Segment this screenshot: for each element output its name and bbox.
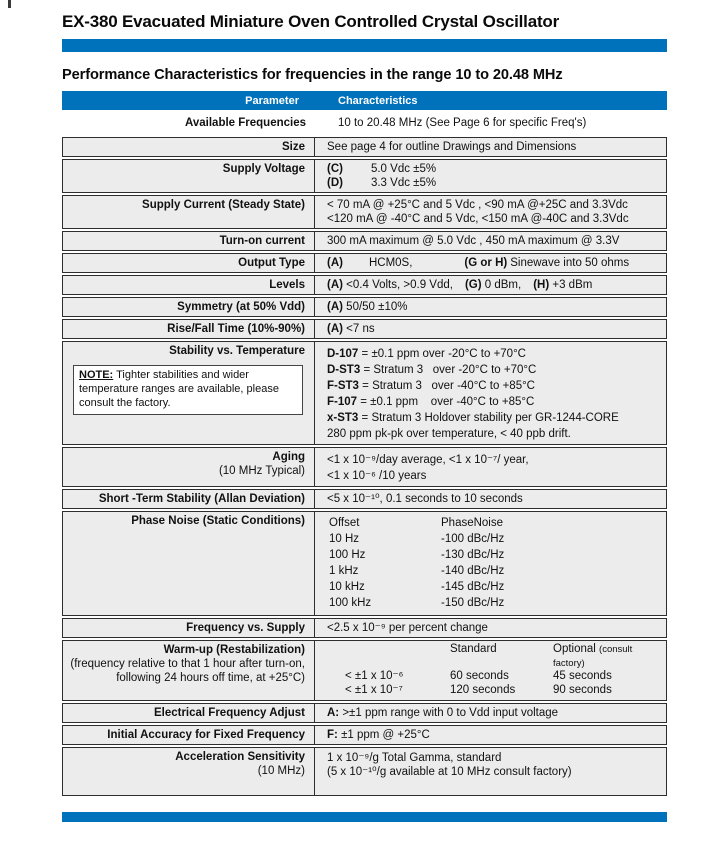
option-key: A: — [327, 707, 340, 719]
row-label: Frequency vs. Supply — [63, 619, 315, 637]
stability-code: F-ST3 — [327, 380, 359, 392]
row-value — [315, 726, 666, 744]
row-symmetry — [62, 297, 667, 317]
option-value: 0 dBm, — [484, 279, 522, 291]
phase-noise-value: -140 dBc/Hz — [441, 565, 505, 577]
option-key: (A) — [327, 279, 343, 291]
row-label — [63, 641, 315, 700]
row-rise-fall-time — [62, 319, 667, 339]
row-value — [315, 748, 666, 795]
row-label-text: Stability vs. Temperature — [169, 345, 305, 357]
phase-noise-value: -150 dBc/Hz — [441, 597, 505, 609]
warm-up-optional-value: 90 seconds — [553, 683, 612, 696]
option-key: (A) — [327, 323, 343, 335]
warm-up-cell-empty — [345, 643, 450, 670]
row-value — [315, 342, 666, 444]
row-supply-current — [62, 195, 667, 229]
phase-noise-value: -100 dBc/Hz — [441, 533, 505, 545]
option-value: HCM0S, — [368, 257, 413, 269]
column-header-parameter: Parameter — [245, 94, 299, 107]
row-output-type — [62, 253, 667, 273]
row-turn-on-current — [62, 231, 667, 251]
row-label: Rise/Fall Time (10%-90%) — [63, 320, 315, 338]
row-label: Phase Noise (Static Conditions) — [63, 512, 315, 615]
warm-up-standard-value: 60 seconds — [450, 670, 509, 682]
row-label — [63, 448, 315, 486]
note-body: Tighter stabilities and wider temperature ranges are available, please consult the factory. — [79, 369, 279, 409]
row-value — [315, 320, 666, 338]
option-value: 5.0 Vdc ±5% — [370, 163, 437, 175]
value-line: (5 x 10⁻¹⁰/g available at 10 MHz consult factory) — [327, 766, 572, 778]
phase-noise-col-header: PhaseNoise — [441, 517, 504, 529]
row-stability-vs-temperature — [62, 341, 667, 445]
stability-note — [73, 365, 303, 415]
stability-desc: = Stratum 3 over -20°C to +70°C — [363, 364, 537, 376]
option-key: (D) — [327, 177, 343, 189]
column-header-characteristics: Characteristics — [338, 94, 418, 107]
section-heading: Performance Characteristics for frequencies in the range 10 to 20.48 MHz — [62, 67, 563, 83]
phase-noise-offset: 100 kHz — [329, 597, 372, 609]
phase-noise-table — [315, 512, 666, 615]
row-value: <2.5 x 10⁻⁹ per percent change — [327, 622, 488, 634]
row-size — [62, 137, 667, 157]
row-label: Available Frequencies — [184, 117, 306, 129]
warm-up-standard-value: 120 seconds — [450, 683, 516, 696]
row-warm-up — [62, 640, 667, 701]
page-title: EX-380 Evacuated Miniature Oven Controlled Crystal Oscillator — [62, 12, 560, 31]
value-line: 1 x 10⁻⁹/g Total Gamma, standard — [327, 752, 502, 764]
row-value — [315, 704, 666, 722]
row-phase-noise — [62, 511, 667, 616]
value-line: <1 x 10⁻⁶ /10 years — [327, 470, 427, 482]
stability-desc: = Stratum 3 over -40°C to +85°C — [362, 380, 535, 392]
row-short-term-stability — [62, 489, 667, 509]
phase-noise-offset: 10 Hz — [329, 533, 360, 545]
warm-up-col-header: Standard — [450, 643, 497, 655]
option-key: (A) — [327, 257, 343, 269]
stability-desc: = ±0.1 ppm over -20°C to +70°C — [361, 348, 526, 360]
option-value: <7 ns — [346, 323, 375, 335]
row-label: Size — [63, 138, 315, 156]
page-edge-mark — [8, 0, 11, 8]
row-value — [315, 254, 666, 272]
row-value: 10 to 20.48 MHz (See Page 6 for specific Freq's) — [338, 117, 587, 129]
option-key: F: — [327, 729, 338, 741]
row-label: Levels — [63, 276, 315, 294]
row-label-text: Acceleration Sensitivity — [175, 751, 305, 763]
option-value: >±1 ppm range with 0 to Vdd input voltage — [342, 707, 559, 719]
title-underline-bar — [62, 39, 667, 52]
option-value: +3 dBm — [552, 279, 593, 291]
row-label — [63, 748, 315, 795]
warm-up-col-header-note: (consult factory) — [553, 644, 635, 669]
warm-up-optional-value: 45 seconds — [553, 670, 612, 682]
row-label: Supply Voltage — [63, 160, 315, 192]
option-key: (H) — [533, 279, 550, 291]
warm-up-threshold: < ±1 x 10⁻⁶ — [345, 670, 404, 682]
stability-desc: = ±0.1 ppm over -40°C to +85°C — [360, 396, 535, 408]
stability-code: F-107 — [327, 396, 358, 408]
row-levels — [62, 275, 667, 295]
row-acceleration-sensitivity — [62, 747, 667, 796]
option-key: (C) — [327, 163, 343, 175]
warm-up-col-header-text: Optional — [553, 643, 596, 655]
phase-noise-offset: 100 Hz — [329, 549, 366, 561]
row-frequency-vs-supply — [62, 618, 667, 638]
row-value — [315, 276, 666, 294]
row-sublabel: (10 MHz) — [257, 765, 305, 777]
stability-code: D-ST3 — [327, 364, 361, 376]
row-label — [63, 342, 315, 444]
datasheet-page — [62, 0, 667, 798]
note-heading: NOTE: — [79, 369, 114, 381]
row-electrical-frequency-adjust — [62, 703, 667, 723]
value-line: < 70 mA @ +25°C and 5 Vdc , <90 mA @+25C and 3.3Vdc — [327, 199, 628, 211]
row-sublabel: (frequency relative to that 1 hour after turn-on, — [70, 658, 305, 670]
phase-noise-value: -130 dBc/Hz — [441, 549, 505, 561]
phase-noise-col-header: Offset — [329, 517, 360, 529]
row-label: Initial Accuracy for Fixed Frequency — [63, 726, 315, 744]
row-label-text: Warm-up (Restabilization) — [163, 644, 305, 656]
row-label: Output Type — [63, 254, 315, 272]
option-value: 50/50 ±10% — [346, 301, 408, 313]
row-label: Turn-on current — [63, 232, 315, 250]
row-value — [315, 298, 666, 316]
stability-footnote: 280 ppm pk-pk over temperature, < 40 ppb drift. — [327, 428, 571, 440]
warm-up-table — [315, 641, 666, 700]
row-supply-voltage — [62, 159, 667, 193]
row-value: 300 mA maximum @ 5.0 Vdc , 450 mA maximum @ 3.3V — [327, 235, 620, 247]
row-sublabel: following 24 hours off time, at +25°C) — [116, 672, 305, 684]
stability-desc: = Stratum 3 Holdover stability per GR-1244-CORE — [361, 412, 619, 424]
option-key: (G or H) — [464, 257, 508, 269]
warm-up-col-header — [553, 643, 658, 670]
row-value: <5 x 10⁻¹⁰, 0.1 seconds to 10 seconds — [327, 493, 523, 505]
stability-code: D-107 — [327, 348, 359, 360]
option-value: Sinewave into 50 ohms — [510, 257, 630, 269]
row-label: Electrical Frequency Adjust — [63, 704, 315, 722]
value-line: <1 x 10⁻⁹/day average, <1 x 10⁻⁷/ year, — [327, 454, 529, 466]
row-sublabel: (10 MHz Typical) — [218, 465, 305, 477]
row-value — [315, 160, 666, 192]
row-available-frequencies — [62, 114, 667, 132]
phase-noise-offset: 1 kHz — [329, 565, 359, 577]
row-initial-accuracy — [62, 725, 667, 745]
row-aging — [62, 447, 667, 487]
row-value — [315, 196, 666, 228]
row-value — [315, 448, 666, 486]
row-label-text: Aging — [272, 451, 305, 463]
option-value: ±1 ppm @ +25°C — [341, 729, 430, 741]
value-line: <120 mA @ -40°C and 5 Vdc, <150 mA @-40C and 3.3Vdc — [327, 213, 629, 225]
phase-noise-value: -145 dBc/Hz — [441, 581, 505, 593]
option-key: (G) — [464, 279, 482, 291]
warm-up-threshold: < ±1 x 10⁻⁷ — [345, 683, 403, 696]
option-key: (A) — [327, 301, 343, 313]
stability-code: x-ST3 — [327, 412, 359, 424]
option-value: <0.4 Volts, >0.9 Vdd, — [346, 279, 453, 291]
phase-noise-offset: 10 kHz — [329, 581, 365, 593]
row-value: See page 4 for outline Drawings and Dimensions — [327, 141, 577, 153]
footer-bar — [62, 812, 667, 822]
row-label: Symmetry (at 50% Vdd) — [63, 298, 315, 316]
row-label: Short -Term Stability (Allan Deviation) — [63, 490, 315, 508]
row-label: Supply Current (Steady State) — [63, 196, 315, 228]
table-header — [62, 91, 667, 110]
option-value: 3.3 Vdc ±5% — [370, 177, 437, 189]
